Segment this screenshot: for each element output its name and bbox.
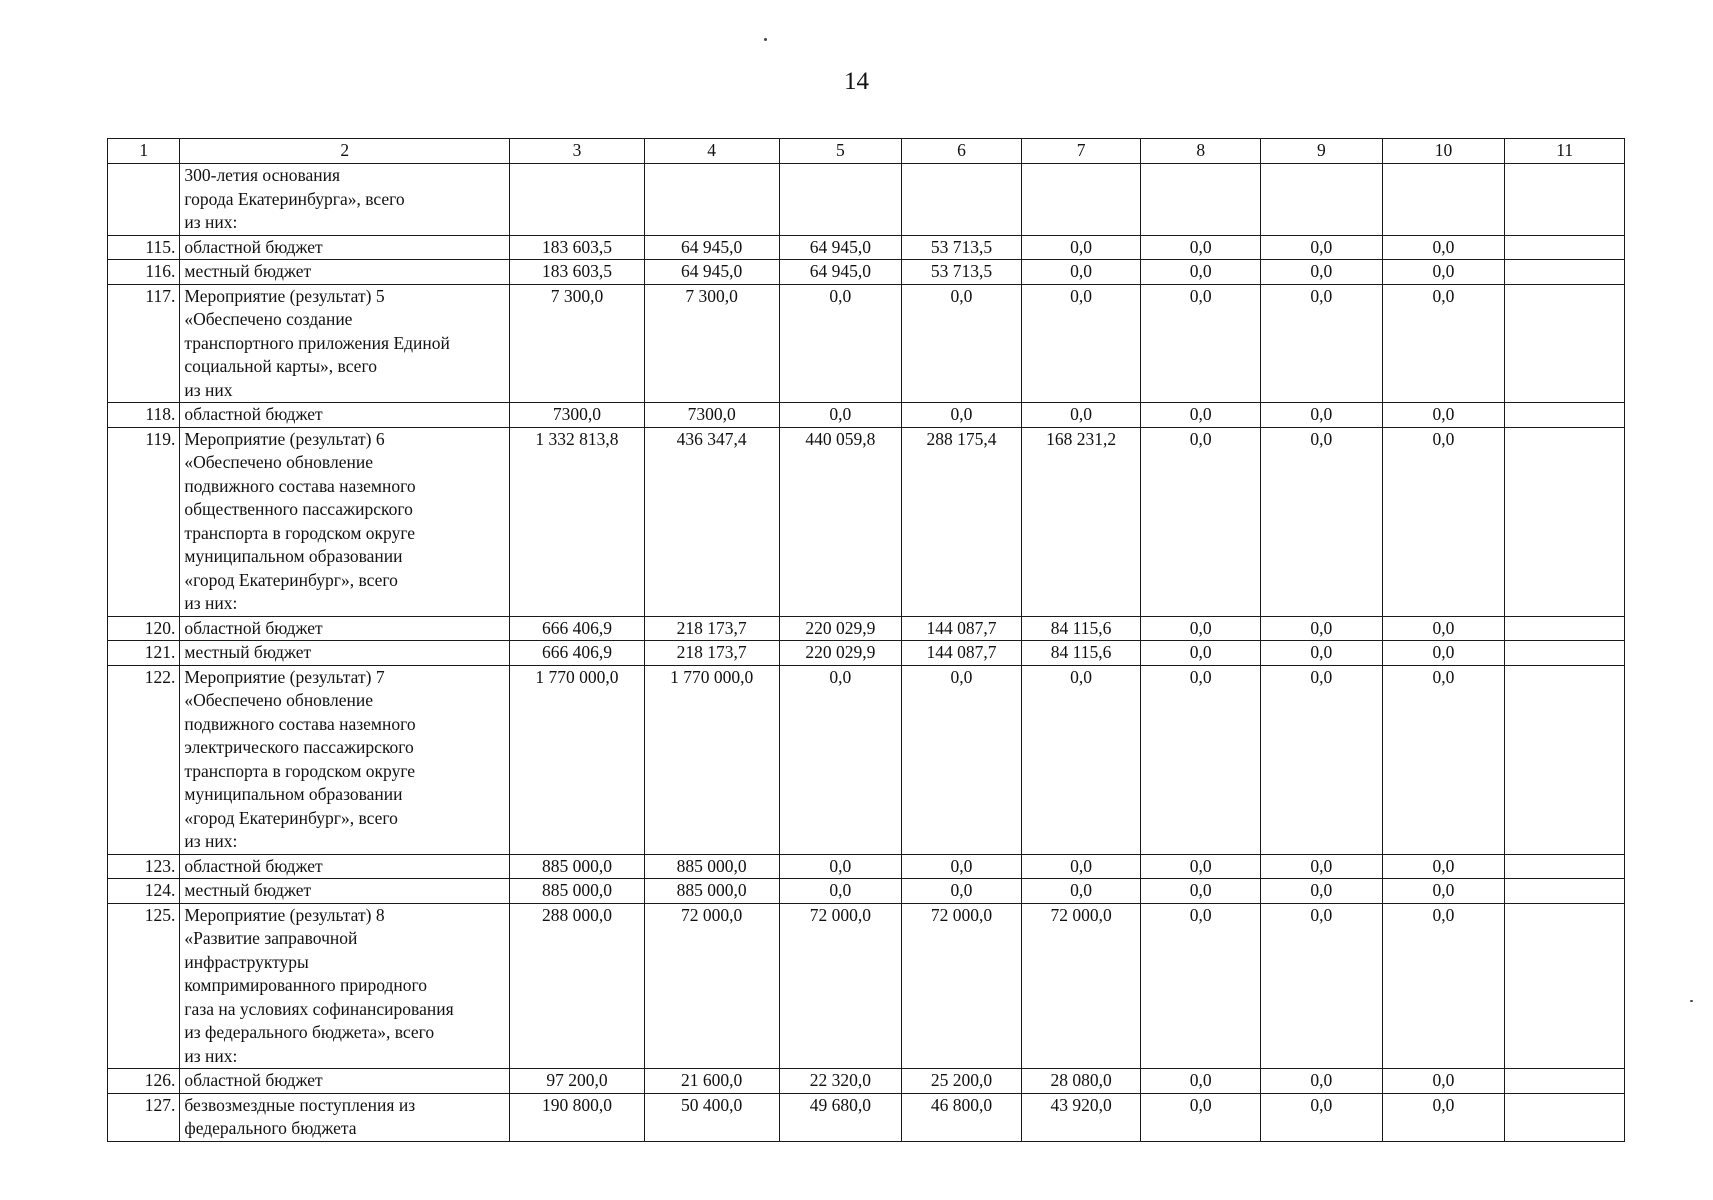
value-cell: 0,0 [1382,641,1505,666]
value-cell: 0,0 [1141,1093,1261,1141]
value-cell: 0,0 [1382,403,1505,428]
budget-table [107,138,1625,1142]
row-number: 121. [108,641,180,666]
value-cell: 1 770 000,0 [644,665,779,854]
value-cell: 168 231,2 [1021,427,1141,616]
column-header: 6 [902,139,1022,164]
row-number: 124. [108,879,180,904]
value-cell: 43 920,0 [1021,1093,1141,1141]
table-row [108,427,1625,616]
value-cell: 72 000,0 [1021,903,1141,1069]
value-cell: 0,0 [902,665,1022,854]
value-cell: 0,0 [1261,879,1383,904]
row-description: Мероприятие (результат) 5 «Обеспечено создание транспортного приложения Единой социальной карты», всего из них [180,284,510,403]
value-cell: 50 400,0 [644,1093,779,1141]
value-cell: 0,0 [1261,260,1383,285]
row-description: Мероприятие (результат) 8 «Развитие заправочной инфраструктуры компримированного природного газа на условиях софинансирования из федерального бюджета», всего из них: [180,903,510,1069]
row-description: местный бюджет [180,641,510,666]
value-cell [1382,164,1505,236]
table-row [108,1069,1625,1094]
value-cell: 0,0 [1261,854,1383,879]
value-cell: 72 000,0 [779,903,902,1069]
value-cell: 0,0 [1141,903,1261,1069]
value-cell [1505,284,1625,403]
value-cell: 0,0 [779,879,902,904]
column-header: 10 [1382,139,1505,164]
value-cell: 0,0 [1141,665,1261,854]
scan-speck [1690,1000,1693,1002]
value-cell: 0,0 [1382,260,1505,285]
row-description: Мероприятие (результат) 6 «Обеспечено обновление подвижного состава наземного общественного пассажирского транспорта в городском округе муниципальном образовании «город Екатеринбург», всего из них: [180,427,510,616]
value-cell [1505,903,1625,1069]
value-cell: 0,0 [1141,1069,1261,1094]
value-cell: 0,0 [1021,284,1141,403]
value-cell: 0,0 [1141,403,1261,428]
value-cell: 0,0 [1261,616,1383,641]
value-cell: 190 800,0 [510,1093,645,1141]
value-cell [510,164,645,236]
value-cell [1505,403,1625,428]
value-cell: 53 713,5 [902,235,1022,260]
value-cell: 144 087,7 [902,616,1022,641]
column-header: 3 [510,139,645,164]
value-cell: 84 115,6 [1021,616,1141,641]
row-description: безвозмездные поступления из федерального бюджета [180,1093,510,1141]
value-cell: 0,0 [1141,427,1261,616]
value-cell: 28 080,0 [1021,1069,1141,1094]
table-row [108,164,1625,236]
value-cell: 21 600,0 [644,1069,779,1094]
value-cell: 72 000,0 [902,903,1022,1069]
value-cell: 64 945,0 [644,260,779,285]
row-number: 125. [108,903,180,1069]
value-cell: 7300,0 [510,403,645,428]
row-description: местный бюджет [180,879,510,904]
value-cell: 0,0 [779,665,902,854]
value-cell: 0,0 [1382,665,1505,854]
value-cell: 0,0 [1382,427,1505,616]
scan-speck [764,38,767,41]
table-row [108,235,1625,260]
column-header: 5 [779,139,902,164]
row-description: 300-летия основания города Екатеринбурга», всего из них: [180,164,510,236]
value-cell: 64 945,0 [779,235,902,260]
column-header: 2 [180,139,510,164]
column-header: 7 [1021,139,1141,164]
column-header: 4 [644,139,779,164]
value-cell: 0,0 [1021,260,1141,285]
value-cell: 0,0 [1021,235,1141,260]
row-description: областной бюджет [180,235,510,260]
value-cell: 183 603,5 [510,260,645,285]
value-cell [1505,235,1625,260]
value-cell: 53 713,5 [902,260,1022,285]
value-cell: 218 173,7 [644,616,779,641]
table-header [108,139,1625,164]
value-cell: 7 300,0 [510,284,645,403]
value-cell [644,164,779,236]
value-cell [1505,854,1625,879]
value-cell: 0,0 [902,879,1022,904]
row-description: Мероприятие (результат) 7 «Обеспечено обновление подвижного состава наземного электрического пассажирского транспорта в городском округе муниципальном образовании «город Екатеринбург», всего из них: [180,665,510,854]
value-cell [1505,260,1625,285]
value-cell: 183 603,5 [510,235,645,260]
value-cell: 0,0 [1382,903,1505,1069]
page-number: 14 [844,68,869,95]
column-header: 9 [1261,139,1383,164]
row-number: 118. [108,403,180,428]
row-description: местный бюджет [180,260,510,285]
value-cell: 0,0 [1261,665,1383,854]
value-cell: 885 000,0 [644,879,779,904]
value-cell: 0,0 [1382,854,1505,879]
value-cell: 0,0 [1021,403,1141,428]
value-cell: 666 406,9 [510,641,645,666]
value-cell: 0,0 [1141,260,1261,285]
value-cell: 0,0 [1382,879,1505,904]
value-cell: 0,0 [902,284,1022,403]
row-number: 119. [108,427,180,616]
value-cell: 22 320,0 [779,1069,902,1094]
column-header: 8 [1141,139,1261,164]
value-cell: 0,0 [902,854,1022,879]
row-number: 126. [108,1069,180,1094]
value-cell: 1 770 000,0 [510,665,645,854]
value-cell [1505,641,1625,666]
value-cell: 220 029,9 [779,641,902,666]
value-cell: 7300,0 [644,403,779,428]
value-cell: 72 000,0 [644,903,779,1069]
value-cell: 885 000,0 [644,854,779,879]
value-cell: 436 347,4 [644,427,779,616]
row-description: областной бюджет [180,1069,510,1094]
value-cell: 0,0 [1261,1093,1383,1141]
value-cell: 97 200,0 [510,1069,645,1094]
value-cell: 288 175,4 [902,427,1022,616]
value-cell [902,164,1022,236]
value-cell: 0,0 [1261,235,1383,260]
value-cell: 64 945,0 [644,235,779,260]
value-cell: 0,0 [1382,1093,1505,1141]
value-cell: 49 680,0 [779,1093,902,1141]
row-number: 115. [108,235,180,260]
table-row [108,903,1625,1069]
value-cell [1021,164,1141,236]
value-cell: 0,0 [1141,854,1261,879]
row-number: 123. [108,854,180,879]
value-cell: 0,0 [1021,879,1141,904]
value-cell: 0,0 [779,403,902,428]
value-cell [1505,1093,1625,1141]
column-header: 1 [108,139,180,164]
value-cell: 0,0 [1141,616,1261,641]
row-number: 117. [108,284,180,403]
value-cell: 0,0 [1141,641,1261,666]
row-number: 116. [108,260,180,285]
value-cell: 885 000,0 [510,854,645,879]
value-cell [1505,616,1625,641]
value-cell: 0,0 [1261,641,1383,666]
value-cell: 0,0 [902,403,1022,428]
value-cell: 440 059,8 [779,427,902,616]
row-description: областной бюджет [180,403,510,428]
row-number: 127. [108,1093,180,1141]
value-cell: 220 029,9 [779,616,902,641]
row-number [108,164,180,236]
row-number: 122. [108,665,180,854]
table-row [108,1093,1625,1141]
value-cell: 0,0 [1382,616,1505,641]
value-cell [1141,164,1261,236]
value-cell: 0,0 [779,854,902,879]
value-cell: 64 945,0 [779,260,902,285]
value-cell [1505,1069,1625,1094]
table-row [108,879,1625,904]
table-row [108,403,1625,428]
value-cell: 288 000,0 [510,903,645,1069]
column-header: 11 [1505,139,1625,164]
value-cell [1261,164,1383,236]
table-row [108,284,1625,403]
header-row [108,139,1625,164]
value-cell: 46 800,0 [902,1093,1022,1141]
row-description: областной бюджет [180,616,510,641]
value-cell: 0,0 [1382,284,1505,403]
value-cell [1505,879,1625,904]
value-cell: 666 406,9 [510,616,645,641]
value-cell: 0,0 [1261,903,1383,1069]
table-row [108,616,1625,641]
value-cell: 0,0 [1021,854,1141,879]
value-cell: 0,0 [1141,879,1261,904]
row-description: областной бюджет [180,854,510,879]
value-cell: 885 000,0 [510,879,645,904]
value-cell: 7 300,0 [644,284,779,403]
value-cell [1505,665,1625,854]
value-cell: 25 200,0 [902,1069,1022,1094]
value-cell: 0,0 [1141,284,1261,403]
value-cell: 0,0 [1021,665,1141,854]
table-row [108,641,1625,666]
value-cell: 0,0 [1261,284,1383,403]
table-row [108,854,1625,879]
value-cell [1505,164,1625,236]
table-row [108,260,1625,285]
value-cell: 0,0 [1261,427,1383,616]
value-cell [1505,427,1625,616]
value-cell: 0,0 [779,284,902,403]
value-cell: 0,0 [1382,235,1505,260]
value-cell: 144 087,7 [902,641,1022,666]
value-cell: 0,0 [1141,235,1261,260]
value-cell: 218 173,7 [644,641,779,666]
table-row [108,665,1625,854]
value-cell: 0,0 [1261,1069,1383,1094]
value-cell: 1 332 813,8 [510,427,645,616]
value-cell: 0,0 [1382,1069,1505,1094]
row-number: 120. [108,616,180,641]
table-body [108,164,1625,1142]
value-cell: 84 115,6 [1021,641,1141,666]
value-cell: 0,0 [1261,403,1383,428]
value-cell [779,164,902,236]
